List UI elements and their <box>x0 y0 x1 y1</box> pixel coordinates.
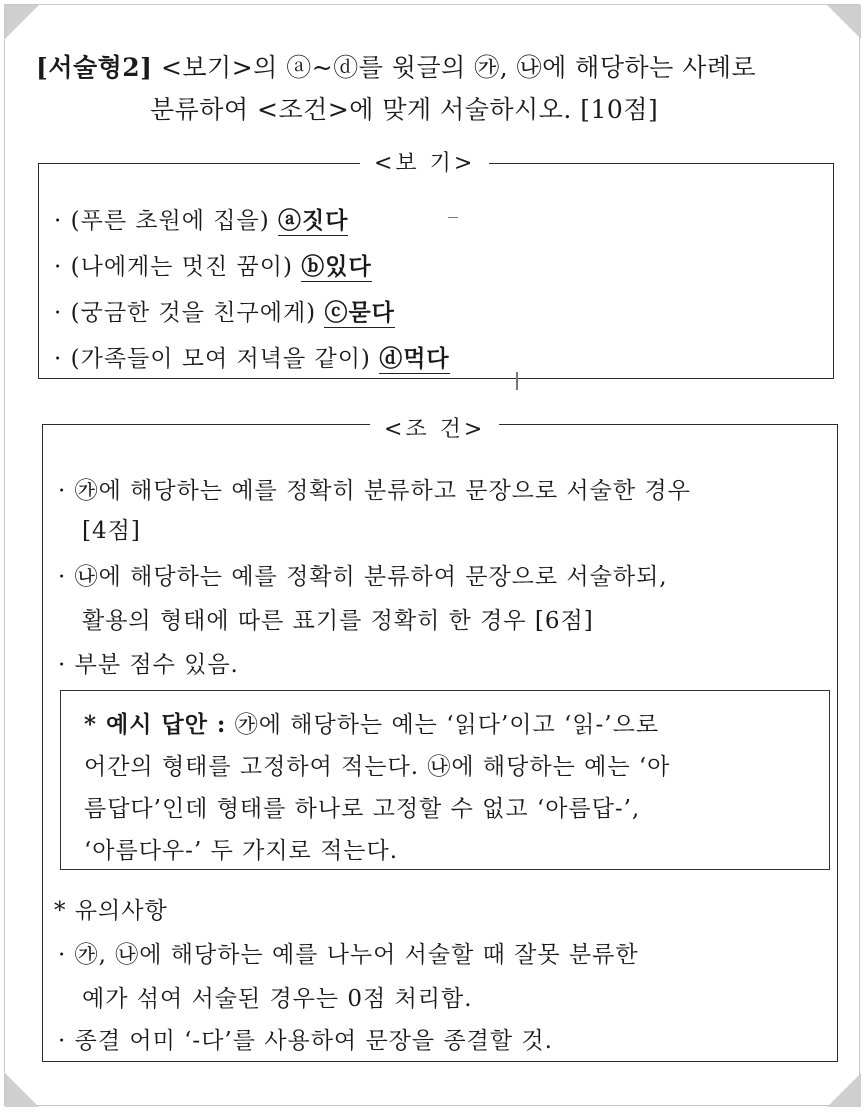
example-line-3: 름답다’인데 형태를 하나로 고정할 수 없고 ‘아름답-’, <box>84 796 641 822</box>
bogi-item-b <box>54 248 372 281</box>
bogi-item-target: ⓑ있다 <box>301 253 372 280</box>
pencil-mark <box>516 372 518 390</box>
example-line-1 <box>84 706 659 739</box>
bogi-title: <보 기> <box>360 146 489 177</box>
bogi-item-target: ⓓ먹다 <box>379 345 450 372</box>
corner-fold-bottom-right <box>827 1073 861 1107</box>
example-text-1: ㉮에 해당하는 예는 ‘읽다’이고 ‘읽-’으로 <box>226 712 660 738</box>
corner-fold-top-right <box>827 5 861 39</box>
conditions-title: <조 건> <box>370 412 499 443</box>
example-line-2: 어간의 형태를 고정하여 적는다. ㉯에 해당하는 예는 ‘아 <box>84 754 671 780</box>
condition-line-2: [4점] <box>82 518 141 544</box>
bogi-item-target: ⓒ묻다 <box>324 299 395 326</box>
pencil-mark <box>448 217 458 218</box>
question-label: [서술형2] <box>36 53 153 82</box>
question-line-2: 분류하여 <조건>에 맞게 서술하시오. [10점] <box>150 95 659 124</box>
condition-line-5: · 부분 점수 있음. <box>58 652 239 678</box>
corner-fold-top-left <box>5 5 39 39</box>
question-line-1 <box>36 48 756 84</box>
bogi-item-context: · (가족들이 모여 저녁을 같이) <box>54 346 380 372</box>
bogi-item-context: · (나에게는 멋진 꿈이) <box>54 254 302 280</box>
bogi-item-context: · (궁금한 것을 친구에게) <box>54 300 325 326</box>
bogi-item-c <box>54 294 395 327</box>
note-line-1: · ㉮, ㉯에 해당하는 예를 나누어 서술할 때 잘못 분류한 <box>58 942 639 968</box>
bogi-item-d <box>54 340 450 373</box>
example-label: * 예시 답안 : <box>84 711 227 738</box>
bogi-item-a <box>54 202 348 235</box>
notes-title: * 유의사항 <box>54 898 168 924</box>
note-line-3: · 종결 어미 ‘-다’를 사용하여 문장을 종결할 것. <box>58 1028 553 1054</box>
condition-line-3: · ㉯에 해당하는 예를 정확히 분류하여 문장으로 서술하되, <box>58 564 668 590</box>
condition-line-4: 활용의 형태에 따른 표기를 정확히 한 경우 [6점] <box>82 608 594 634</box>
corner-fold-bottom-left <box>5 1073 39 1107</box>
example-line-4: ‘아름다우-’ 두 가지로 적는다. <box>84 838 399 864</box>
condition-line-1: · ㉮에 해당하는 예를 정확히 분류하고 문장으로 서술한 경우 <box>58 478 691 504</box>
bogi-item-context: · (푸른 초원에 집을) <box>54 208 279 234</box>
question-text-1: <보기>의 ⓐ~ⓓ를 윗글의 ㉮, ㉯에 해당하는 사례로 <box>152 53 757 82</box>
bogi-item-target: ⓐ짓다 <box>278 207 349 234</box>
note-line-2: 예가 섞여 서술된 경우는 0점 처리함. <box>82 986 473 1012</box>
